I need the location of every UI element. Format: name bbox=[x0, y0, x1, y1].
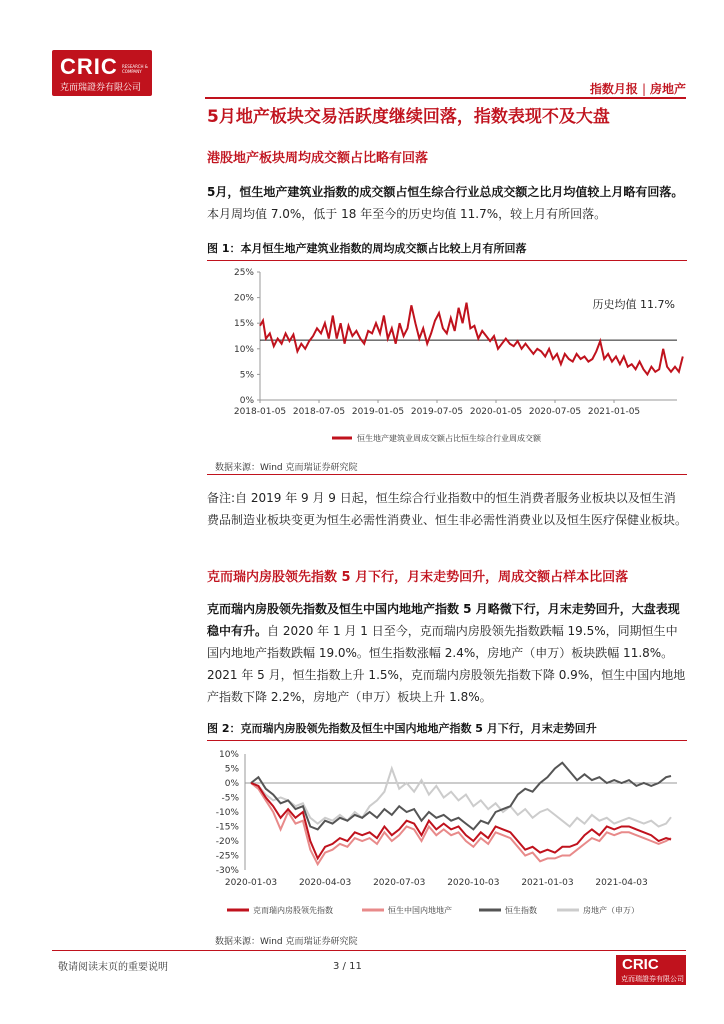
section1-paragraph bbox=[207, 181, 687, 225]
report-type: 指数月报 bbox=[589, 82, 638, 96]
legend-label: 房地产（申万） bbox=[583, 906, 639, 915]
logo-tiny-text: RESEARCH & COMPANY bbox=[122, 64, 148, 74]
x-tick-label: 2019-07-05 bbox=[410, 407, 464, 417]
y-tick-label: 15% bbox=[233, 319, 254, 330]
legend-label: 克而瑞内房股领先指数 bbox=[253, 906, 333, 915]
footer-logo-text: CRIC bbox=[622, 956, 659, 973]
y-tick-label: 5% bbox=[239, 370, 254, 381]
x-tick-label: 2020-01-05 bbox=[469, 407, 523, 417]
section2-body-text: 自 2020 年 1 月 1 日至今，克而瑞内房股领先指数跌幅 19.5%，同期恒生中国内地地产指数跌幅 19.0%。恒生指数涨幅 2.4%，房地产（申万）板块跌幅 11.8%。2021 年 5 月，恒生指数上升 1.5%，克而瑞内房股领先指数下降 0.9%，恒生中国内地地产指数下降 2.2%，房地产（申万）板块上升 1.8%。 bbox=[207, 624, 686, 704]
x-tick-label: 2020-10-03 bbox=[447, 878, 500, 888]
cric-logo bbox=[52, 50, 152, 96]
x-tick-label: 2018-01-05 bbox=[233, 407, 287, 417]
y-tick-label: -20% bbox=[215, 837, 239, 847]
page-number: 3 / 11 bbox=[333, 961, 362, 972]
footer-logo-company: 克而瑞證券有限公司 bbox=[621, 975, 684, 983]
x-tick-label: 2021-01-03 bbox=[521, 878, 574, 888]
y-tick-label: -30% bbox=[215, 866, 239, 876]
x-tick-label: 2021-04-03 bbox=[595, 878, 648, 888]
section1-body-text: 本月周均值 7.0%，低于 18 年至今的历史均值 11.7%，较上月有所回落。 bbox=[207, 207, 607, 221]
series-line-3 bbox=[251, 769, 671, 827]
page-title: 5月地产板块交易活跃度继续回落，指数表现不及大盘 bbox=[207, 107, 610, 127]
y-tick-label: 0% bbox=[224, 779, 239, 789]
y-tick-label: 25% bbox=[233, 268, 254, 278]
y-tick-label: -5% bbox=[221, 793, 239, 804]
figure1-chart bbox=[207, 262, 687, 452]
section2-paragraph bbox=[207, 598, 687, 708]
note-paragraph: 备注:自 2019 年 9 月 9 日起，恒生综合行业指数中的恒生消费者服务业板块以及恒生消费品制造业板块变更为恒生必需性消费业、恒生非必需性消费业以及恒生医疗保健业板块。 bbox=[207, 491, 688, 527]
x-tick-label: 2020-04-03 bbox=[298, 878, 352, 888]
figure1-caption: 图 1：本月恒生地产建筑业指数的周均成交额占比较上月有所回落 bbox=[207, 240, 687, 261]
x-tick-label: 2021-01-05 bbox=[587, 407, 641, 417]
footer-logo bbox=[616, 955, 686, 985]
y-tick-label: 20% bbox=[233, 293, 254, 304]
logo-company-name: 克而瑞證券有限公司 bbox=[60, 83, 142, 93]
x-tick-label: 2020-07-05 bbox=[528, 407, 582, 417]
y-tick-label: -15% bbox=[215, 822, 239, 833]
x-tick-label: 2018-07-05 bbox=[292, 407, 346, 417]
section2-bold-text: 克而瑞内房股领先指数及恒生中国内地地产指数 5 月略微下行，月末走势回升，大盘表现稳中有升。 bbox=[207, 602, 680, 638]
section1-bold-text: 5月，恒生地产建筑业指数的成交额占恒生综合行业总成交额之比月均值较上月略有回落。 bbox=[207, 185, 684, 199]
y-tick-label: 5% bbox=[224, 764, 239, 775]
figure2-source: 数据来源：Wind 克而瑞证券研究院 bbox=[215, 937, 358, 947]
report-sector: 房地产 bbox=[649, 82, 686, 96]
section2-heading: 克而瑞内房股领先指数 5 月下行，月末走势回升，周成交额占样本比回落 bbox=[207, 570, 629, 585]
y-tick-label: -10% bbox=[215, 808, 239, 818]
x-tick-label: 2020-07-03 bbox=[373, 878, 426, 888]
legend-label: 恒生指数 bbox=[505, 906, 537, 915]
figure2-caption: 图 2：克而瑞内房股领先指数及恒生中国内地地产指数 5 月下行，月末走势回升 bbox=[207, 720, 687, 741]
x-tick-label: 2020-01-03 bbox=[224, 878, 278, 888]
tag-separator: | bbox=[641, 82, 646, 96]
y-tick-label: -25% bbox=[215, 851, 239, 862]
legend-label: 恒生中国内地地产 bbox=[388, 906, 452, 915]
section1-heading: 港股地产板块周均成交额占比略有回落 bbox=[207, 151, 429, 166]
x-tick-label: 2019-01-05 bbox=[351, 407, 405, 417]
figure2-chart bbox=[207, 744, 687, 930]
footer-rule bbox=[52, 950, 686, 951]
figure1-bottom-rule bbox=[207, 474, 687, 475]
header-rule bbox=[205, 97, 686, 99]
report-tag bbox=[590, 80, 686, 97]
logo-text: CRIC bbox=[60, 54, 118, 79]
series-line bbox=[260, 303, 683, 375]
y-tick-label: 0% bbox=[239, 396, 254, 406]
reference-label: 历史均值 11.7% bbox=[592, 297, 675, 311]
figure1-source: 数据来源：Wind 克而瑞证券研究院 bbox=[215, 463, 358, 473]
y-tick-label: 10% bbox=[233, 344, 254, 355]
legend-label: 恒生地产建筑业周成交额占比恒生综合行业周成交额 bbox=[357, 434, 541, 443]
footer-disclaimer: 敬请阅读末页的重要说明 bbox=[58, 962, 168, 973]
y-tick-label: 10% bbox=[218, 750, 239, 760]
